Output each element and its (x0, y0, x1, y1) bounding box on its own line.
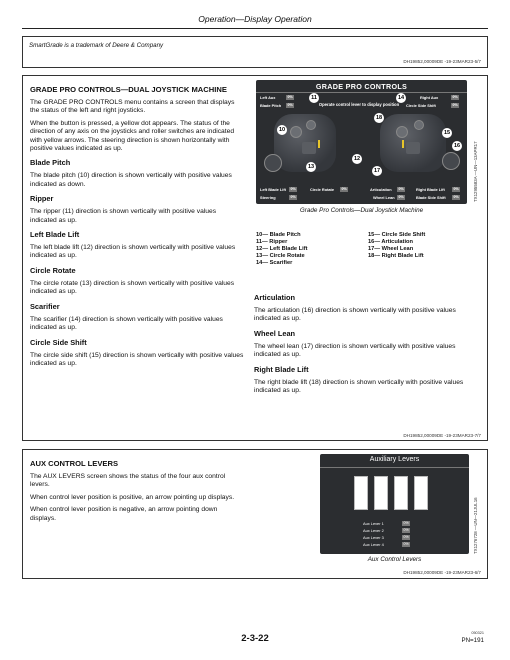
right-roller-switch (406, 142, 420, 154)
wheel-lean-value: 0% (398, 195, 404, 199)
legend-left-column (256, 232, 308, 267)
intro-paragraph-2: When the button is pressed, a yellow dot appears. The status of the direction of any axis on the joysticks and roller switches are indicated with yellow arrows. The steering direction is shown horizontally with positive values indicated as up. (30, 119, 235, 153)
left-axis-indicator (318, 140, 320, 148)
callout-17: 17 (373, 168, 381, 174)
callout-18: 18 (375, 115, 383, 121)
section1-code: DH19852,00009DE -19-23MAR23-7/7 (403, 433, 481, 438)
legend-item: 18— Right Blade Lift (368, 253, 424, 259)
callout-13: 13 (307, 164, 315, 170)
right-joystick-button-2 (414, 120, 424, 130)
section2-code: DH19852,00009DE -19-23MAR23-6/7 (403, 570, 481, 575)
circle-side-shift-value: 0% (452, 103, 458, 107)
grade-pro-right-column (254, 288, 474, 395)
legend-item: 13— Circle Rotate (256, 253, 305, 259)
aux-lever-2-value: 0% (403, 528, 409, 532)
legend-item: 16— Articulation (368, 239, 413, 245)
screen-title: GRADE PRO CONTROLS (315, 82, 408, 91)
aux-heading: AUX CONTROL LEVERS (30, 459, 119, 468)
intro-paragraph-1: The GRADE PRO CONTROLS menu contains a screen that displays the status of the left and right joysticks. (30, 99, 235, 115)
left-roller-switch (302, 142, 316, 154)
figure-caption-1: Grade Pro Controls—Dual Joystick Machine (299, 207, 424, 214)
blade-pitch-text: The blade pitch (10) direction is shown vertically with positive values indicated as down. (30, 172, 232, 188)
screen-title-divider (256, 92, 467, 93)
trademark-note (22, 36, 488, 68)
left-blade-lift-value: 0% (290, 187, 296, 191)
circle-rotate-label: Circle Rotate (310, 187, 334, 192)
aux-lever-2-graphic (374, 476, 388, 510)
right-blade-lift-value: 0% (453, 187, 459, 191)
right-blade-lift-heading: Right Blade Lift (254, 364, 309, 374)
circle-side-shift-text: The circle side shift (15) direction is shown vertically with positive values indicated as up. (30, 351, 244, 367)
right-aux-value: 0% (452, 95, 458, 99)
blade-side-shift-value: 0% (453, 195, 459, 199)
aux-lever-1-label: Aux Lever 1 (363, 521, 384, 526)
wheel-lean-label: Wheel Lean (373, 195, 395, 200)
left-thumb-knob (264, 154, 282, 172)
legend-item: 12— Left Blade Lift (256, 246, 308, 252)
wheel-lean-text: The wheel lean (17) direction is shown vertically with positive values indicated as up. (254, 342, 456, 359)
legend-item: 10— Blade Pitch (256, 232, 301, 238)
right-thumb-knob (442, 152, 460, 170)
aux-text-column (30, 459, 240, 523)
left-blade-lift-heading: Left Blade Lift (30, 230, 80, 240)
right-axis-indicator (402, 140, 404, 148)
figure-caption-2: Aux Control Levers (367, 556, 422, 563)
aux-levers-screenshot (320, 454, 469, 554)
grade-pro-controls-screenshot (256, 80, 467, 204)
aux-lever-4-label: Aux Lever 4 (363, 542, 384, 547)
circle-rotate-value: 0% (341, 187, 347, 191)
figure-id-2: TX1276728 —UN—21JUL16 (473, 497, 478, 554)
callout-10: 10 (278, 127, 286, 133)
operate-control-message: Operate control lever to display position (318, 102, 400, 107)
articulation-label: Articulation (370, 187, 392, 192)
left-aux-value: 0% (287, 95, 293, 99)
circle-side-shift-heading: Circle Side Shift (30, 337, 87, 347)
aux-paragraph-1: The AUX LEVERS screen shows the status of the four aux control levers. (30, 473, 226, 489)
aux-paragraph-2: When control lever position is positive, an arrow pointing up displays. (30, 493, 235, 501)
left-joystick-button-2 (306, 120, 316, 130)
callout-14: 14 (397, 95, 405, 101)
footer-pn: PN=191 (461, 637, 484, 644)
wheel-lean-heading: Wheel Lean (254, 328, 296, 338)
right-blade-lift-label: Right Blade Lift (416, 187, 445, 192)
steering-label: Steering (260, 195, 276, 200)
left-blade-lift-text: The left blade lift (12) direction is shown vertically with positive values indicated as up. (30, 244, 236, 260)
circle-rotate-text: The circle rotate (13) direction is shown vertically with positive values indicated as up. (30, 279, 235, 296)
circle-side-shift-label: Circle Side Shift (406, 103, 436, 108)
aux-lever-4-graphic (414, 476, 428, 510)
blade-pitch-heading: Blade Pitch (30, 158, 71, 168)
legend-item: 11— Ripper (256, 239, 288, 245)
left-joystick-button (290, 126, 302, 138)
left-blade-lift-label: Left Blade Lift (260, 187, 286, 192)
page-header-title: Operation—Display Operation (198, 14, 312, 24)
right-blade-lift-text: The right blade lift (18) direction is shown vertically with positive values indicated as up. (254, 378, 464, 395)
legend-right-column (368, 232, 425, 260)
scarifier-text: The scarifier (14) direction is shown vertically with positive values indicated as up. (30, 315, 223, 332)
right-joystick-button (396, 126, 408, 138)
articulation-heading: Articulation (254, 293, 296, 302)
callout-16: 16 (453, 143, 461, 149)
page-number: 2-3-22 (241, 633, 269, 644)
aux-lever-3-value: 0% (403, 535, 409, 539)
ripper-heading: Ripper (30, 194, 54, 204)
callout-12: 12 (353, 156, 361, 162)
figure-id-1: TX1295583A —UN—13APR17 (473, 141, 478, 202)
blade-pitch-label: Blade Pitch (260, 103, 282, 108)
circle-rotate-heading: Circle Rotate (30, 265, 76, 275)
aux-paragraph-3: When control lever position is negative, an arrow pointing down displays. (30, 506, 218, 522)
header-divider (22, 28, 488, 29)
right-aux-label: Right Aux (420, 95, 439, 100)
callout-15: 15 (443, 130, 451, 136)
left-aux-label: Left Aux (260, 95, 276, 100)
aux-lever-3-label: Aux Lever 3 (363, 535, 384, 540)
aux-lever-1-graphic (354, 476, 368, 510)
aux-screen-title: Auxiliary Levers (369, 456, 420, 463)
callout-11: 11 (309, 93, 319, 103)
aux-lever-1-value: 0% (403, 521, 409, 525)
legend-item: 17— Wheel Lean (368, 246, 414, 252)
blade-side-shift-label: Blade Side Shift (416, 195, 446, 200)
aux-lever-4-value: 0% (403, 542, 409, 546)
trademark-text: SmartGrade is a trademark of Deere & Company (29, 42, 164, 49)
section-heading: GRADE PRO CONTROLS—DUAL JOYSTICK MACHINE (30, 85, 227, 94)
aux-lever-2-label: Aux Lever 2 (363, 528, 384, 533)
scarifier-heading: Scarifier (30, 301, 60, 311)
trademark-code: DH19852,00009DE -19-23MAR23-5/7 (403, 59, 481, 64)
steering-value: 0% (290, 195, 296, 199)
aux-screen-title-divider (320, 467, 469, 468)
legend-item: 14— Scarifier (256, 260, 293, 266)
blade-pitch-value: 0% (287, 103, 293, 107)
legend-item: 15— Circle Side Shift (368, 232, 426, 238)
articulation-text: The articulation (16) direction is shown vertically with positive values indicated as up. (254, 307, 456, 323)
aux-control-levers-section (22, 449, 488, 579)
aux-lever-3-graphic (394, 476, 408, 510)
grade-pro-text-column (30, 85, 244, 368)
ripper-text: The ripper (11) direction is shown vertically with positive values indicated as up. (30, 208, 217, 224)
footer-small-code: 050321 (471, 631, 484, 635)
grade-pro-controls-section (22, 75, 488, 441)
articulation-value: 0% (398, 187, 404, 191)
